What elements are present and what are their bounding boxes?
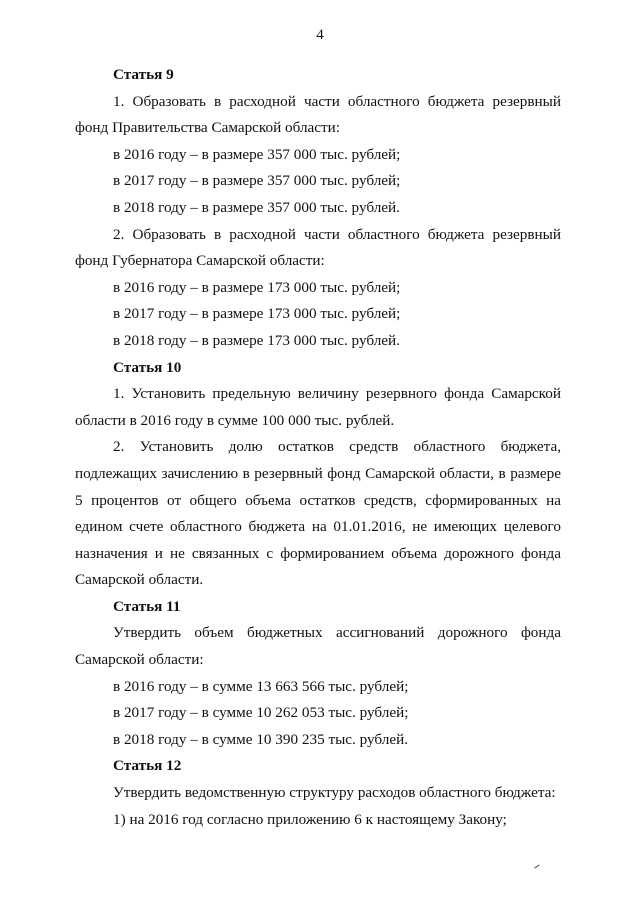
article-9-paragraph-2: 2. Образовать в расходной части областного бюджета резервный фонд Губернатора Самарской области:: [75, 225, 561, 270]
article-11-item: в 2016 году – в сумме 13 663 566 тыс. рублей;: [113, 677, 409, 695]
article-12-item: 1) на 2016 год согласно приложению 6 к настоящему Закону;: [113, 810, 507, 828]
article-9-item: в 2016 году – в размере 357 000 тыс. рублей;: [113, 145, 401, 163]
article-9-heading: Статья 9: [113, 66, 174, 83]
article-12-paragraph-1: Утвердить ведомственную структуру расходов областного бюджета:: [113, 784, 556, 802]
article-9-item: в 2016 году – в размере 173 000 тыс. рублей;: [113, 278, 401, 296]
page-number: 4: [316, 27, 324, 43]
article-10-paragraph-2: 2. Установить долю остатков средств областного бюджета, подлежащих зачислению в резервный фонд Самарской области, в размере 5 процентов от общего объема остатков средств, сформированных на едином счете областного бюджета на 01.01.2016, не имеющих целевого назначения и не связанных с формированием объема дорожного фонда Самарской области.: [75, 438, 561, 589]
article-11-paragraph-1: Утвердить объем бюджетных ассигнований дорожного фонда Самарской области:: [75, 624, 561, 669]
article-9-item: в 2018 году – в размере 357 000 тыс. рублей.: [113, 198, 400, 216]
article-10-paragraph-1: 1. Установить предельную величину резервного фонда Самарской области в 2016 году в сумме 100 000 тыс. рублей.: [75, 385, 561, 429]
article-9-item: в 2017 году – в размере 173 000 тыс. рублей;: [113, 305, 401, 323]
document-body: [75, 62, 561, 833]
scan-mark: [534, 864, 539, 868]
article-11-item: в 2018 году – в сумме 10 390 235 тыс. рублей.: [113, 730, 409, 748]
article-9-paragraph-1: 1. Образовать в расходной части областного бюджета резервный фонд Правительства Самарской области:: [75, 92, 561, 137]
article-11-item: в 2017 году – в сумме 10 262 053 тыс. рублей;: [113, 704, 409, 722]
article-12-heading: Статья 12: [113, 757, 182, 775]
article-9-item: в 2017 году – в размере 357 000 тыс. рублей;: [113, 172, 401, 190]
article-10-heading: Статья 10: [113, 358, 182, 376]
article-11-heading: Статья 11: [113, 597, 181, 615]
article-9-item: в 2018 году – в размере 173 000 тыс. рублей.: [113, 331, 400, 349]
